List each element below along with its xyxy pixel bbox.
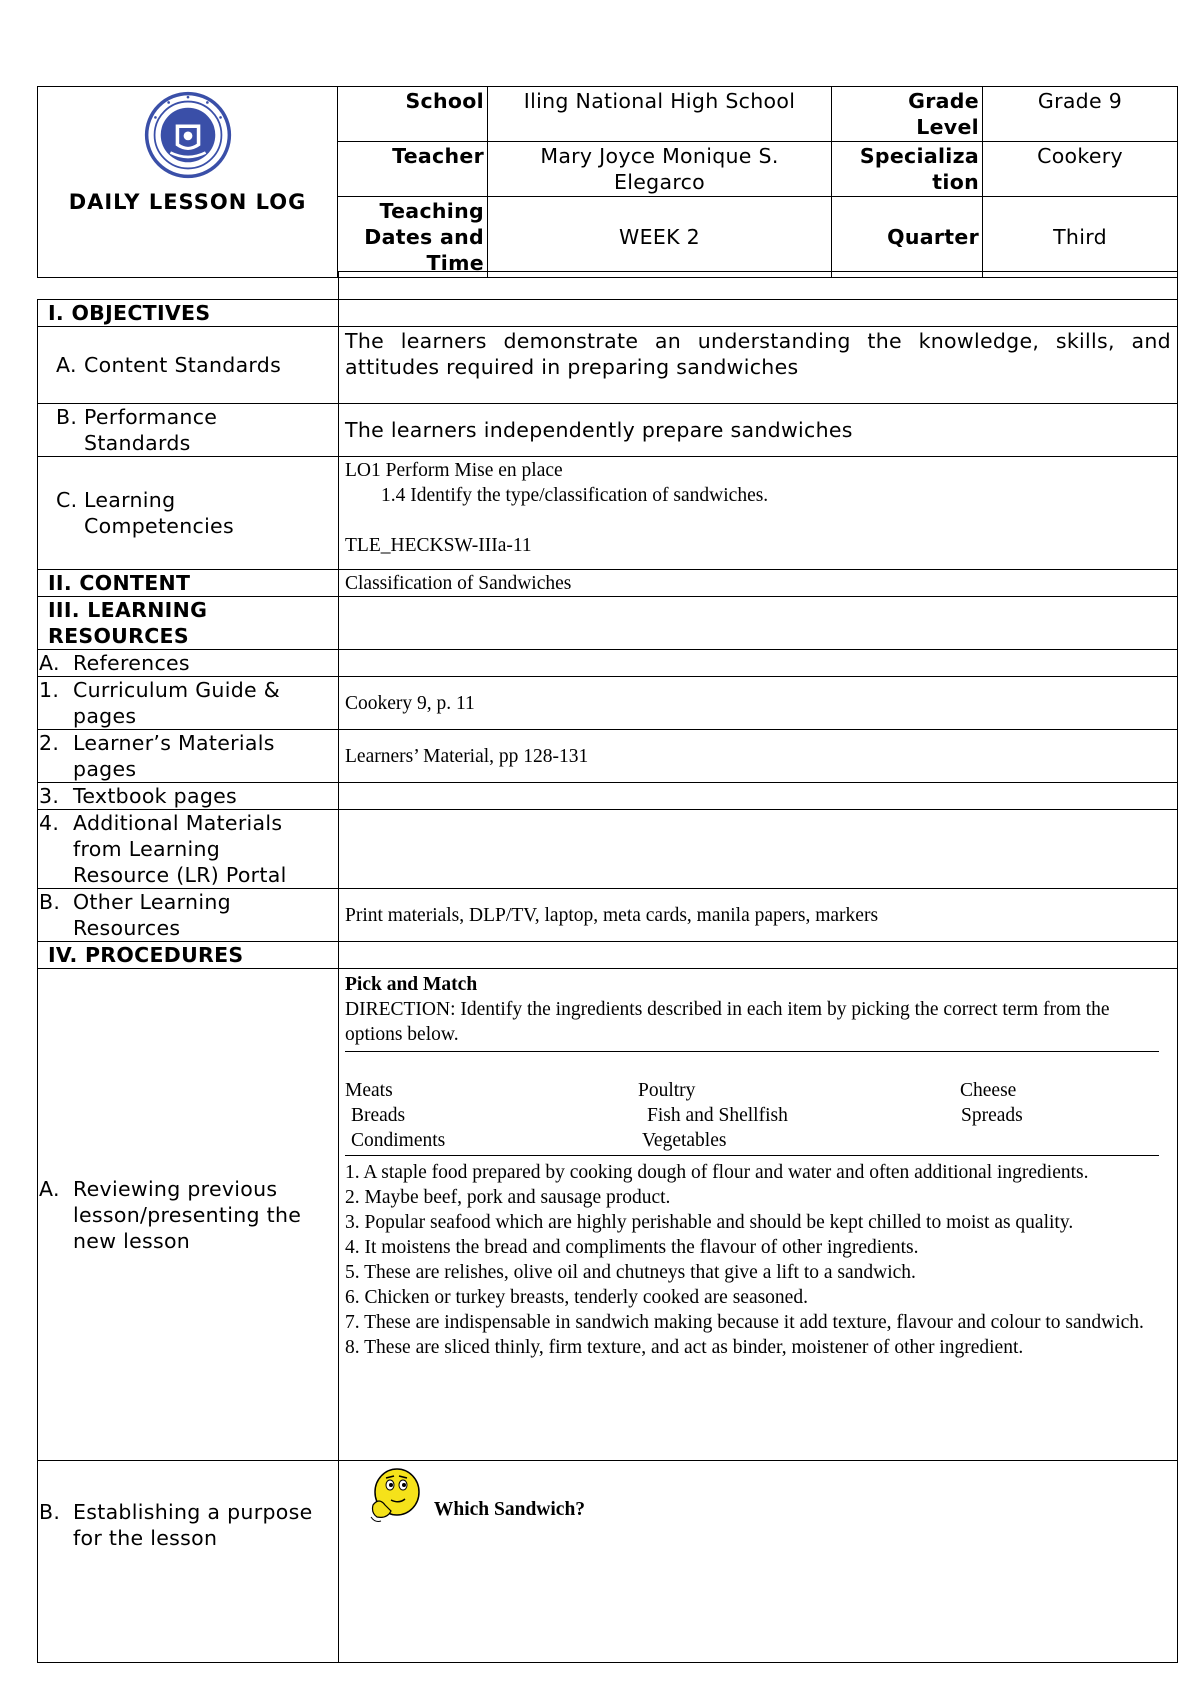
procedures-heading-row — [38, 942, 1178, 969]
option: Cheese — [960, 1080, 1017, 1101]
content-standards-row: A. Content Standards The learners demonstrate an understanding the knowledge, skills, and attitudes required in preparing sandwiches — [38, 327, 1178, 404]
content-row — [38, 570, 1178, 597]
textbook-label: Textbook pages — [73, 784, 238, 808]
thinking-face-icon — [369, 1467, 421, 1525]
learning-resources-heading: III. LEARNING RESOURCES — [38, 597, 339, 650]
references-row: A. References — [38, 650, 1178, 677]
question-list — [345, 1160, 1171, 1360]
curriculum-guide-row: 1. Curriculum Guide & pages Cookery 9, p. 11 — [38, 677, 1178, 730]
divider — [345, 1155, 1159, 1156]
specialization-label: Specializa tion — [832, 142, 983, 197]
other-resources-value: Print materials, DLP/TV, laptop, meta cards, manila papers, markers — [339, 889, 1178, 942]
curriculum-guide-value: Cookery 9, p. 11 — [339, 677, 1178, 730]
quarter-label: Quarter — [832, 197, 983, 278]
content-standards-label: Content Standards — [84, 353, 282, 377]
content-heading: II. CONTENT — [38, 570, 339, 597]
establishing-title: Which Sandwich? — [433, 1499, 586, 1520]
other-resources-label: Other Learning Resources — [73, 890, 231, 940]
learners-materials-value: Learners’ Material, pp 128-131 — [339, 730, 1178, 783]
establishing-value — [339, 1461, 1178, 1663]
list-item: 4. It moistens the bread and compliments the flavour of other ingredients. — [345, 1237, 919, 1258]
deped-seal-icon — [144, 91, 232, 179]
learning-competencies-row: C. Learning Competencies LO1 Perform Mise en place 1.4 Identify the type/classification of sandwiches. TLE_HECKSW-IIIa-11 — [38, 457, 1178, 570]
grade-level-value: Grade 9 — [983, 87, 1178, 142]
additional-materials-label: Additional Materials from Learning Resource (LR) Portal — [73, 811, 287, 887]
list-item: 7. These are indispensable in sandwich making because it add texture, flavour and colour to sandwich. — [345, 1312, 1144, 1333]
list-item: 5. These are relishes, olive oil and chutneys that give a lift to a sandwich. — [345, 1262, 916, 1283]
option: Breads — [351, 1105, 406, 1126]
curriculum-guide-label: Curriculum Guide & pages — [73, 678, 281, 728]
content-standards-value: The learners demonstrate an understanding the knowledge, skills, and attitudes required in preparing sandwiches — [339, 327, 1178, 404]
reviewing-row: A. Reviewing previous lesson/presenting the new lesson Pick and Match DIRECTION: Identify the ingredients described in each item by picking the correct term from the options below. Meats Poultry Cheese Breads Fish and Shellfish Spreads Condiments Vegetables 1. A staple food prepared by cooking dough of flour and water and often additional ingredients. 2. Maybe beef, pork and sausage product. 3. Popular seafood which are highly perishable and should be kept chilled to moist as quality. 4. It moistens the bread and compliments the flavour of other ingredients. 5. These are relishes, olive oil and chutneys that give a lift to a sandwich. 6. Chicken or turkey breasts, tenderly cooked are seasoned. 7. These are indispensable in sandwich making because it add texture, flavour and colour to sandwich. 8. These are sliced thinly, firm texture, and act as binder, moistener of other ingredient. — [38, 969, 1178, 1461]
learning-resources-heading-row — [38, 597, 1178, 650]
list-item: 8. These are sliced thinly, firm texture, and act as binder, moistener of other ingredient. — [345, 1337, 1024, 1358]
options-grid — [345, 1078, 1171, 1153]
option: Meats — [345, 1080, 393, 1101]
additional-materials-row: 4. Additional Materials from Learning Resource (LR) Portal — [38, 810, 1178, 889]
option: Fish and Shellfish — [647, 1105, 788, 1126]
learning-competencies-label: Learning Competencies — [84, 488, 234, 538]
grade-level-label: Grade Level — [832, 87, 983, 142]
performance-standards-label: Performance Standards — [84, 405, 218, 455]
spacer-row — [38, 272, 1178, 300]
lesson-log-table — [37, 271, 1178, 1663]
reviewing-label: Reviewing previous lesson/presenting the new lesson — [73, 1176, 302, 1253]
logo-title-cell — [38, 87, 338, 278]
performance-standards-value: The learners independently prepare sandwiches — [339, 404, 1178, 457]
content-value: Classification of Sandwiches — [339, 570, 1178, 597]
quarter-value: Third — [983, 197, 1178, 278]
list-item: 3. Popular seafood which are highly perishable and should be kept chilled to moist as quality. — [345, 1212, 1074, 1233]
learning-competencies-value: LO1 Perform Mise en place 1.4 Identify the type/classification of sandwiches. TLE_HECKSW-IIIa-11 — [339, 457, 1178, 570]
learners-materials-label: Learner’s Materials pages — [73, 731, 275, 781]
school-label: School — [338, 87, 488, 142]
document-title: DAILY LESSON LOG — [68, 190, 307, 214]
list-item: 1. A staple food prepared by cooking dough of flour and water and often additional ingredients. — [345, 1162, 1089, 1183]
option: Poultry — [638, 1080, 696, 1101]
establishing-label: Establishing a purpose for the lesson — [73, 1500, 313, 1550]
other-resources-row: B. Other Learning Resources Print materials, DLP/TV, laptop, meta cards, manila papers, markers — [38, 889, 1178, 942]
option — [960, 1128, 1171, 1153]
option: Spreads — [961, 1105, 1023, 1126]
objectives-heading: I. OBJECTIVES — [38, 300, 339, 327]
teacher-value: Mary Joyce Monique S. Elegarco — [488, 142, 832, 197]
teaching-dates-label: Teaching Dates and Time — [338, 197, 488, 278]
learners-materials-row: 2. Learner’s Materials pages Learners’ Material, pp 128-131 — [38, 730, 1178, 783]
textbook-row: 3. Textbook pages — [38, 783, 1178, 810]
establishing-row: B. Establishing a purpose for the lesson Which Sandwich? — [38, 1461, 1178, 1663]
specialization-value: Cookery — [983, 142, 1178, 197]
header-table — [37, 86, 1178, 278]
teacher-label: Teacher — [338, 142, 488, 197]
list-item: 6. Chicken or turkey breasts, tenderly cooked are seasoned. — [345, 1287, 808, 1308]
activity-direction: DIRECTION: Identify the ingredients described in each item by picking the correct term from the options below. — [345, 999, 1110, 1045]
option: Condiments — [351, 1130, 446, 1151]
divider — [345, 1051, 1159, 1052]
list-item: 2. Maybe beef, pork and sausage product. — [345, 1187, 671, 1208]
objectives-heading-row — [38, 300, 1178, 327]
reviewing-value — [339, 969, 1178, 1461]
performance-standards-row: B. Performance Standards The learners independently prepare sandwiches — [38, 404, 1178, 457]
references-label: References — [73, 651, 190, 675]
option: Vegetables — [642, 1130, 727, 1151]
teaching-dates-value: WEEK 2 — [488, 197, 832, 278]
activity-title: Pick and Match — [345, 974, 478, 995]
procedures-heading: IV. PROCEDURES — [38, 942, 339, 969]
school-value: Iling National High School — [488, 87, 832, 142]
